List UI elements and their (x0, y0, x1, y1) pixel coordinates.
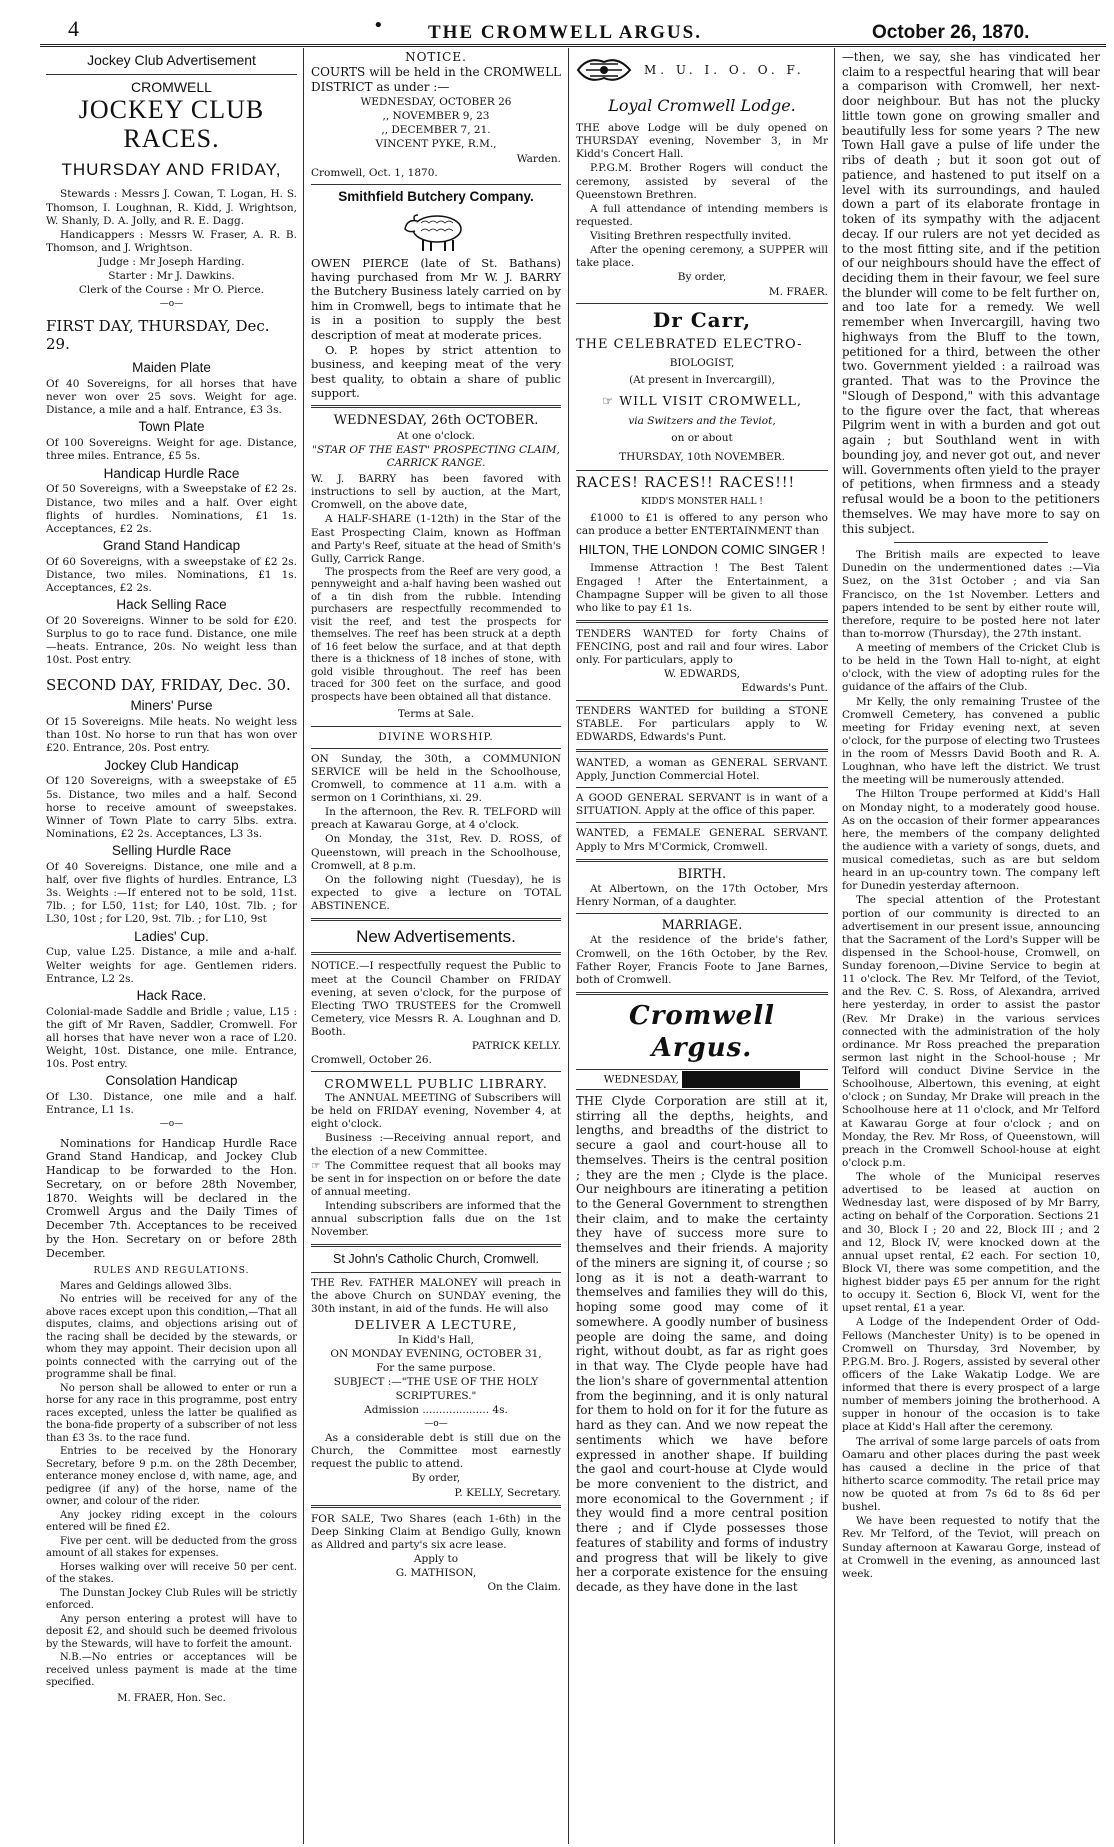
birth-title: BIRTH. (677, 866, 727, 882)
race-title: Ladies' Cup. (134, 928, 209, 944)
carr-line: THURSDAY, 10th NOVEMBER. (619, 451, 785, 463)
tender-signature: W. EDWARDS, (663, 668, 741, 681)
patrick-signature: PATRICK KELLY. (471, 1040, 561, 1053)
butchery-title: Smithfield Butchery Company. (338, 188, 534, 204)
news-paragraph: The special attention of the Protestant portion of our community is directed to an advertisement in our present issue, announcing that the Sacrament of the Lord's Supper will be dispensed in the School-house, Cromwell, on Sunday forenoon,—Divine Service to begin at 11 o'clock. The Rev. Mr Telford, of the Teviot, and the Rev. C. S. Ross, of Alexandra, arrived here yesterday, in order to assist the pastor (Rev. Mr Drake) in the various services connected with the administration of the holy ordinance. Mr Ross preached the preparation sermon last night in the School-house ; Mr Telford will conduct Divine Service in the Schoolhouse, Albertown, this evening, at eight o'clock ; on Sunday, Mr Drake will preach in the Schoolhouse here at 11 o'clock, and Mr Telford at Kawarau Gorge at four o'clock ; and on Monday, the Rev. Mr Ross, of Queenstown, will preach in the Cromwell School-house at eight o'clock p.m. (842, 894, 1100, 1169)
hand-pointer-icon: ☞ (602, 393, 620, 409)
birth-text: At Albertown, on the 17th October, Mrs Henry Norman, of a daughter. (576, 882, 828, 908)
warden-title: Warden. (516, 152, 561, 165)
newspaper-title: THE CROMWELL ARGUS. (428, 22, 702, 43)
auction-text: W. J. BARRY has been favored with instructions to sell by auction, at the Mart, Cromwell, on the above date, (311, 473, 561, 512)
lecture-heading: DELIVER A LECTURE, (354, 1317, 518, 1333)
auction-claim: "STAR OF THE EAST" PROSPECTING CLAIM, CARRICK RANGE. (312, 443, 560, 469)
races-text: £1000 to £1 is offered to any person who can produce a better ENTERTAINMENT than (576, 511, 828, 537)
news-paragraph: A meeting of members of the Cricket Club is to be held in the Town Hall to-night, at eight o'clock, with the view of adopting rules for the guidance of the affairs of the Club. (842, 642, 1100, 694)
paper-day: WEDNESDAY, (603, 1073, 680, 1086)
rule-text: Entries to be received by the Honorary Secretary, before 9 p.m. on the 28th December, enterance money enclose d, with name, age, and pedigree (if any) of the horse, name of the owner, and colour of the rider. (46, 1446, 297, 1508)
worship-text: ON Sunday, the 30th, a COMMUNION SERVICE will be held in the Schoolhouse, Cromwell, to commence at 11 a.m. with a sermon on 1 Corinthians, xi. 29. (311, 752, 561, 804)
rule-text: No person shall be allowed to enter or run a horse for any race in this programme, post entry races excepted, unless the latter be qualified as the bona-fide property of a subscriber of not less than £3 3s. to the race fund. (46, 1382, 297, 1444)
church-title: St John's Catholic Church, Cromwell. (333, 1252, 539, 1267)
column-divider (834, 48, 835, 1844)
by-order: By order, (411, 1472, 461, 1485)
race-title: Maiden Plate (132, 360, 211, 376)
mathison: G. MATHISON, (395, 1567, 477, 1580)
carr-line: (At present in Invercargill), (629, 374, 775, 386)
court-date: WEDNESDAY, OCTOBER 26 (360, 96, 512, 108)
race-headline: JOCKEY CLUB RACES. (78, 95, 265, 153)
column-divider (568, 48, 569, 1844)
wanted-text: A GOOD GENERAL SERVANT is in want of a SITUATION. Apply at the office of this paper. (576, 792, 828, 818)
marriage-text: At the residence of the bride's father, Cromwell, on the 16th October, by the Rev. Father Royer, Francis Foote to Jane Barnes, both of Cromwell. (576, 934, 828, 986)
new-advertisements-title: New Advertisements. (356, 927, 516, 947)
library-text: Business :—Receiving annual report, and the election of a new Committee. (311, 1132, 561, 1158)
column-divider (303, 48, 304, 1844)
race-title: Handicap Hurdle Race (103, 465, 240, 481)
second-day-heading: SECOND DAY, FRIDAY, Dec. 30. (46, 675, 291, 694)
rule-text: The Dunstan Jockey Club Rules will be strictly enforced. (46, 1587, 297, 1612)
race-title: Grand Stand Handicap (102, 537, 241, 553)
lecture-date: ON MONDAY EVENING, OCTOBER 31, (330, 1348, 542, 1361)
worship-text: In the afternoon, the Rev. R. TELFORD will preach at Kawarau Gorge, at 4 o'clock. (311, 806, 561, 832)
carr-title: Dr Carr, (652, 307, 752, 332)
tender-place: Edwards's Punt. (741, 682, 828, 695)
rule-text: Mares and Geldings allowed 3lbs. (60, 1280, 232, 1292)
handicappers-text: Handicappers : Messrs W. Fraser, A. R. B. Thomson, and J. Wrightson. (46, 228, 297, 254)
hon-sec-signature: M. FRAER, Hon. Sec. (117, 1692, 226, 1704)
lodge-text: Visiting Brethren respectfully invited. (590, 230, 792, 242)
masthead-dot: • (373, 15, 384, 36)
library-text (311, 1160, 561, 1199)
race-text: Of 15 Sovereigns. Mile heats. No weight less than 10st. No horse to run that has won over £20. Entrance, 20s. Post entry. (46, 716, 297, 755)
sheep-icon (401, 209, 471, 253)
first-day-heading: FIRST DAY, THURSDAY, Dec. 29. (46, 316, 270, 354)
news-paragraph: The British mails are expected to leave Dunedin on the undermentioned dates :—Via Suez, on the 31st October ; and via San Francisco, on the 1st November. Letters and papers intended to be sent by either route will, therefore, require to be posted here not later than to-morrow (Thursday), the 27th instant. (842, 549, 1100, 640)
lecture-subject: SUBJECT :—"THE USE OF THE HOLY SCRIPTURES." (333, 1376, 539, 1402)
carr-line: BIOLOGIST, (669, 356, 735, 369)
patrick-date: Cromwell, October 26. (311, 1054, 432, 1067)
news-paragraph: A Lodge of the Independent Order of Odd-Fellows (Manchester Unity) is to be opened in Cromwell on Thursday, 3rd November, by P.P.G.M. Bro. J. Rogers, assisted by several other officers of the Lake Wakatip Lodge. We are informed that there is every prospect of a large number of members joining the brotherhood. A supper in honour of the occasion is to take place at Kidd's Hall after the ceremony. (842, 1316, 1100, 1434)
butchery-text: O. P. hopes by strict attention to business, and keeping meat of the very best quality, to obtain a share of public support. (311, 342, 561, 400)
race-text: Cup, value L25. Distance, a mile and a-half. Welter weights for age. Gentlemen riders. Entrance, L2 2s. (46, 946, 297, 985)
rule-text: N.B.—No entries or acceptances will be received unless payment is made at the time specified. (46, 1652, 297, 1689)
carr-line: via Switzers and the Teviot, (628, 414, 776, 427)
worship-title: DIVINE WORSHIP. (378, 730, 494, 743)
race-title: Jockey Club Handicap (104, 757, 239, 773)
carr-line: on or about (671, 431, 733, 444)
court-date: ,, NOVEMBER 9, 23 (382, 110, 490, 123)
page-number: 4 (68, 16, 79, 41)
race-title: Selling Hurdle Race (111, 843, 232, 859)
lecture-place: In Kidd's Hall, (398, 1334, 474, 1346)
tender-text: TENDERS WANTED for building a STONE STABLE. For particulars apply to W. EDWARDS, Edwards's Punt. (576, 704, 828, 743)
paper-dateline (576, 1069, 828, 1090)
issue-date: October 26, 1870. (872, 22, 1030, 43)
auction-time: At one o'clock. (397, 429, 475, 442)
on-claim: On the Claim. (487, 1581, 561, 1594)
worship-text: On Monday, the 31st, Rev. D. ROSS, of Queenstown, will preach in the Schoolhouse, Cromwell, at 8 p.m. (311, 833, 561, 872)
wanted-text: WANTED, a FEMALE GENERAL SERVANT. Apply to Mrs M'Cormick, Cromwell. (576, 827, 828, 853)
court-date: ,, DECEMBER 7, 21. (381, 124, 491, 137)
column-1 (40, 48, 303, 1844)
sale-text: FOR SALE, Two Shares (each 1-6th) in the Deep Sinking Claim at Bendigo Gully, known as Alldred and party's six acre lease. (311, 1512, 561, 1551)
race-text: Of 60 Sovereigns, with a sweepstake of £2 2s. Distance, two miles. Nominations, £1 1s. Acceptances, £2 2s. (46, 555, 297, 595)
auction-date: WEDNESDAY, 26th OCTOBER. (333, 413, 539, 429)
lodge-text: After the opening ceremony, a SUPPER will take place. (576, 244, 828, 270)
lodge-signature: M. FRAER. (768, 285, 828, 298)
race-days: THURSDAY AND FRIDAY, (61, 160, 282, 180)
lodge-by-order: By order, (677, 271, 727, 284)
notice-title: NOTICE. (405, 50, 467, 64)
races-text: Immense Attraction ! The Best Talent Engaged ! After the Entertainment, a Champagne Supper will be given to all those who like to pay £1 1s. (576, 562, 828, 614)
carr-line: THE CELEBRATED ELECTRO- (576, 336, 803, 352)
tender-text: TENDERS WANTED for forty Chains of FENCING, post and rail and four wires. Labor only. For particulars, apply to (576, 627, 828, 667)
rule-text: Any jockey riding except in the colours entered will be fined £2. (46, 1509, 297, 1534)
race-place: CROMWELL (131, 78, 212, 95)
editorial-continued: —then, we say, she has vindicated her claim to a respectful hearing that will bear a comparison with Cromwell, her next-door neighbour. But has not the plucky little town gone on growing smaller and beautifully less for some years ? The new Town Hall gave a pulse of life under the ribs of death ; but it soon got out of patience, and hastened to put itself on a level with its surroundings, and hauled down a part of its elaborate frontage in token of its sympathy with the adjacent decay. If our rulers are not yet decided as to the most fitting site, and if the petition of our neighbours should have the effect of deciding them in their favour, we feel sure the blunder will come to be felt further on, and too late for a remedy. We well remember when Invercargill, having two highways from the Bluff to the town, petitioned for a third, between the other two. Government yielded : a railroad was granted. That was to the Province the "Slough of Despond," with this advantage to the figure over the fact, that whereas Pilgrim went in with a burden and got out again ; but Southland went in with bounding joy, and never got out, and never will. Governments often yield to the prayer of petitions, when firmness and a steady refusal would be a boon to the petitioners themselves. We may have more to say on this subject. (842, 50, 1100, 536)
news-paragraph: We have been requested to notify that the Rev. Mr Telford, of the Teviot, will preach on Sunday afternoon at Kawarau Gorge, instead of at Cromwell in the evening, as announced last week. (842, 1515, 1100, 1580)
race-text: Of 120 Sovereigns, with a sweepstake of £5 5s. Distance, two miles and a half. Second horse to receive amount of sweepstakes. Winner of Town Plate to carry 5lbs. extra. Nominations, £2 2s. Acceptances, L3 3s. (46, 775, 297, 840)
lodge-text: A full attendance of intending members is requested. (576, 202, 828, 228)
race-text: Of 20 Sovereigns. Winner to be sold for £20. Surplus to go to race fund. Distance, one mile—heats. Entrance, 20s. No weight less than 10st. Post entry. (46, 615, 297, 667)
clerk-text: Clerk of the Course : Mr O. Pierce. (78, 284, 265, 297)
debt-text: As a considerable debt is still due on the Church, the Committee most earnestly request the public to attend. (311, 1432, 561, 1471)
race-title: Hack Race. (136, 987, 207, 1003)
warden-name: VINCENT PYKE, R.M., (375, 138, 497, 151)
library-text-inline: The Committee request that all books may be sent in for inspection on or before the date of annual meeting. (311, 1159, 561, 1198)
apply-to: Apply to (413, 1553, 459, 1565)
news-paragraph: The Hilton Troupe performed at Kidd's Hall on Monday night, to a moderately good house. As on the occasion of their former appearances here, the members of the company delighted the audience with a variety of songs, duets, and musical comedietas, such as are but seldom heard in an up-country town. The company left for Dunedin yesterday afternoon. (842, 788, 1100, 893)
race-text: Colonial-made Saddle and Bridle ; value, L15 : the gift of Mr Raven, Saddler, Cromwell. For all horses that have never won a race of L20. Weight, 10st. Distance, one mile. Entrance, 10s. Post entry. (46, 1005, 297, 1071)
oddfellows-header: M. U. I. O. O. F. (644, 62, 805, 77)
hilton-line: HILTON, THE LONDON COMIC SINGER ! (578, 542, 826, 558)
lecture-purpose: For the same purpose. (376, 1362, 496, 1375)
library-title: CROMWELL PUBLIC LIBRARY. (324, 1076, 548, 1092)
column-3 (570, 48, 834, 1844)
race-title: Miners' Purse (130, 698, 213, 714)
carr-line: WILL VISIT CROMWELL, (619, 393, 802, 409)
rule-text: Five per cent. will be deducted from the gross amount of all stakes for expenses. (46, 1535, 297, 1560)
news-paragraph: The arrival of some large parcels of oats from Oamaru and other places during the past week has caused a decline in the price of that hitherto scarce commodity. The retail price may now be quoted at from 7s 6d to 8s 6d per bushel. (842, 1435, 1100, 1514)
race-text: Of 100 Sovereigns. Weight for age. Distance, three miles. Entrance, £5 5s. (46, 437, 297, 463)
editorial-text: THE Clyde Corporation are still at it, stirring all the depths, heights, and lengths, and breadths of the district to secure a gaol and court-house all to themselves. Theirs is the central position ; they are the men ; Clyde is the place. Our neighbours are itinerating a petition to the General Government to strengthen their claim, and to make the certainty they have of success more sure to themselves and their friends. A majority of the miners are signing it, of course ; so long as it is not a death-warrant to themselves and families they will do this, hoping some good may come of it somewhere. A goodly number of business people are doing the same, and doing right, without doubt, as far as right goes in that way. The Clyde people have had the lion's share of governmental attention from the beginning, and it is only natural for them to hold on for it for the future as hard as they can. And we now repeat the sentiments which we have before expressed in another shape. If building the gaol and court-house at Clyde would be more convenient to the district, and more economical to the Government ; if they would find a more central position there ; and if Clyde possesses those features of stability and forms of industry and progress that will be likely to give her a corporate existence for the ensuing decade, as they have done in the last (576, 1093, 828, 1595)
rule-text: Horses walking over will receive 50 per cent. of the stakes. (46, 1561, 297, 1586)
marriage-title: MARRIAGE. (661, 918, 743, 934)
lodge-text: THE above Lodge will be duly opened on THURSDAY evening, November 3, in Mr Kidd's Concert Hall. (576, 122, 828, 161)
rules-title: RULES AND REGULATIONS. (93, 1266, 250, 1277)
divider: —o— (159, 1119, 184, 1130)
column-2: NOTICE. COURTS will be held in the CROMWELL DISTRICT as under :— WEDNESDAY, OCTOBER 26 ,, NOVEMBER 9, 23 ,, DECEMBER 7, 21. VINCENT PYKE, R.M., Warden. Cromwell, Oct. 1, 1870. Smithfield Butchery Company. OWEN PIERCE (late of St. Bathans) having purchased from Mr W. J. BARRY the Butchery Business lately carried on by him in Cromwell, begs to intimate that he is in a position to supply the best description of meat at moderate prices. O. P. hopes by strict attention to business, and keeping meat of the very best quality, to obtain a share of public support. WEDNESDAY, 26th OCTOBER. At one o'clock. "STAR OF THE EAST" PROSPECTING CLAIM, CARRICK RANGE. W. J. BARRY has been favored with instructions to sell by auction, at the Mart, Cromwell, on the above date, A HALF-SHARE (1-12th) in the Star of the East Prospecting Claim, known as Hoffman and Party's Reef, situate at the head of Smith's Gully, Carrick Range. The prospects from the Reef are very good, a pennyweight and a-half having been washed out of a tin dish from the rubble. Intending purchasers are respectfully recommended to visit the reef, and test the prospects for themselves. The reef has been struck at a depth of 16 feet below the surface, and at that depth there is a thickness of 18 inches of stone, with gold visible throughout. The reef has been traced for 300 feet on the surface, and good prospects have been obtained all that distance. Terms at Sale. DIVINE WORSHIP. ON Sunday, the 30th, a COMMUNION SERVICE will be held in the Schoolhouse, Cromwell, to commence at 11 a.m. with a sermon on 1 Corinthians, xi. 29. In the afternoon, the Rev. R. TELFORD will preach at Kawarau Gorge, at 4 o'clock. On Monday, the 31st, Rev. D. ROSS, of Queenstown, will preach in the Schoolhouse, Cromwell, at 8 p.m. On the following night (Tuesday), he is expected to give a lecture on TOTAL ABSTINENCE. New Advertisements. NOTICE.—I respectfully request the Public to meet at the Council Chamber on FRIDAY evening, at seven o'clock, for the purpose of Electing TWO TRUSTEES for the Cromwell Cemetery, vice Messrs R. A. Loughnan and D. Booth. PATRICK KELLY. Cromwell, October 26. CROMWELL PUBLIC LIBRARY. The ANNUAL MEETING of Subscribers will be held on FRIDAY evening, November 4, at eight o'clock. Business :—Receiving annual report, and the election of a new Committee. ☞ The Committee request that all books may be sent in for inspection on or before the date of annual meeting. Intending subscribers are informed that the annual subscription falls due on the 1st November. St John's Catholic Church, Cromwell. THE Rev. FATHER MALONEY will preach in the above Church on SUNDAY evening, the 30th instant, in aid of the funds. He will also DELIVER A LECTURE, In Kidd's Hall, ON MONDAY EVENING, OCTOBER 31, For the same purpose. SUBJECT :—"THE USE OF THE HOLY SCRIPTURES." Admission .................... 4s. —o— As a considerable debt is still due on the Church, the Committee most earnestly request the public to attend. By order, P. KELLY, Secretary. FOR SALE, Two Shares (each 1-6th) in the Deep Sinking Claim at Bendigo Gully, known as Alldred and party's six acre lease. Apply to G. MATHISON, On the Claim. (311, 50, 561, 1594)
stewards-text: Stewards : Messrs J. Cowan, T. Logan, H. S. Thomson, I. Loughnan, R. Kidd, J. Wrightson, W. Shanly, D. A. Jolly, and R. E. Dagg. (46, 188, 297, 227)
race-text: Of 40 Sovereigns. Distance, one mile and a half, over five flights of hurdles. Entrance, L3 3s. Weights :—If entered not to be sold, 11st. 7lb. ; for L50, 11st; for L40, 10st. 7lb. ; for L30, 10st ; for L20, 9st. 7lb. ; for L10, 9st (46, 860, 297, 926)
library-text: Intending subscribers are informed that the annual subscription falls due on the 1st November. (311, 1200, 561, 1239)
news-paragraph: The whole of the Municipal reserves advertised to be leased at auction on Wednesday last, were disposed of by Mr Barry, acting on behalf of the Corporation. Sections 21 and 30, Block I ; 20 and 22, Block III ; and 2 and 12, Block IV, were knocked down at the annual upset rental, £2 each. For section 10, Block VI, there was some competition, and the highest bidder pays £5 per annum for the right to occupy it. Section 6, Block VI, went for the upset rental, £1 a year. (842, 1171, 1100, 1315)
race-text: Of L30. Distance, one mile and a half. Entrance, L1 1s. (46, 1091, 297, 1117)
auction-half-share: A HALF-SHARE (1-12th) in the Star of the East Prospecting Claim, known as Hoffman and Party's Reef, situate at the head of Smith's Gully, Carrick Range. (311, 513, 561, 565)
race-title: Consolation Handicap (105, 1073, 238, 1089)
butchery-text: OWEN PIERCE (late of St. Bathans) having purchased from Mr W. J. BARRY the Butchery Business lately carried on by him in Cromwell, begs to intimate that he is in a position to supply the best description of meat at moderate prices. (311, 255, 561, 342)
patrick-notice: NOTICE.—I respectfully request the Public to meet at the Council Chamber on FRIDAY evening, at seven o'clock, for the purpose of Electing TWO TRUSTEES for the Cromwell Cemetery, vice Messrs R. A. Loughnan and D. Booth. (311, 960, 561, 1038)
judge-text: Judge : Mr Joseph Harding. (98, 256, 245, 269)
auction-terms: Terms at Sale. (397, 708, 475, 721)
lodge-title: Loyal Cromwell Lodge. (608, 96, 796, 115)
news-paragraph: Mr Kelly, the only remaining Trustee of the Cromwell Cemetery, has convened a public meeting for Friday evening next, at seven o'clock, for the purpose of electing two Trustees in the room of Messrs David Booth and R. A. Loughnan, who have left the district. We trust the meeting will be numerously attended. (842, 695, 1100, 787)
rule-text: Any person entering a protest will have to deposit £2, and should such be deemed frivolous by the Stewards, will have to forfeit the amount. (46, 1613, 297, 1650)
nominations-text: Nominations for Handicap Hurdle Race Grand Stand Handicap, and Jockey Club Handicap to be forwarded to the Hon. Secretary, on or before 28th November, 1870. Weights will be declared in the Cromwell Argus and the Daily Times of December 7th. Acceptances to be received by the Hon. Secretary on or before 28th December. (46, 1136, 297, 1260)
church-text: THE Rev. FATHER MALONEY will preach in the above Church on SUNDAY evening, the 30th instant, in aid of the funds. He will also (311, 1277, 561, 1316)
races-venue: KIDD'S MONSTER HALL ! (641, 496, 763, 507)
masthead (0, 0, 1114, 46)
library-text: The ANNUAL MEETING of Subscribers will be held on FRIDAY evening, November 4, at eight o'clock. (311, 1092, 561, 1131)
race-title: Hack Selling Race (116, 597, 227, 613)
race-title: Town Plate (138, 419, 205, 435)
column-4 (836, 48, 1106, 1844)
lodge-text: P.P.G.M. Brother Rogers will conduct the ceremony, assisted by several of the Queenstown Brethren. (576, 162, 828, 201)
hand-pointer-icon: ☞ (311, 1159, 326, 1172)
masthead-rule (40, 44, 1106, 47)
jockey-section-title: Jockey Club Advertisement (87, 52, 256, 68)
paper-title: Cromwell Argus. (629, 1000, 775, 1064)
wanted-text: WANTED, a woman as GENERAL SERVANT. Apply, Junction Commercial Hotel. (576, 756, 828, 782)
courts-text: COURTS will be held in the CROMWELL DISTRICT as under :— (311, 65, 561, 94)
admission: Admission .................... 4s. (364, 1403, 508, 1416)
redaction-bar (682, 1071, 800, 1088)
starter-text: Starter : Mr J. Dawkins. (108, 270, 235, 283)
divider: —o— (159, 299, 184, 310)
race-text: Of 50 Sovereigns, with a Sweepstake of £2 2s. Distance, two miles and a half. Over eight flights of hurdles. Nominations, £1 1s. Acceptances, £2 2s. (46, 483, 297, 535)
kelly-signature: P. KELLY, Secretary. (454, 1486, 561, 1499)
courts-dateline: Cromwell, Oct. 1, 1870. (311, 166, 438, 179)
race-text: Of 40 Sovereigns, for all horses that have never won over 25 sovs. Weight for age. Distance, a mile and a half. Entrance, £3 3s. (46, 378, 297, 417)
races-title: RACES! RACES!! RACES!!! (576, 475, 796, 492)
auction-prospects: The prospects from the Reef are very good, a pennyweight and a-half having been washed out of a tin dish from the rubble. Intending purchasers are respectfully recommended to visit the reef, and test the prospects for themselves. The reef has been struck at a depth of 16 feet below the surface, and at that depth there is a thickness of 18 inches of stone, with gold visible throughout. The reef has been traced for 300 feet on the surface, and good prospects have been obtained all that distance. (311, 566, 561, 703)
rule-text: No entries will be received for any of the above races except upon this condition,—That all disputes, claims, and objections arising out of the racing shall be decided by the stewards, or whom they may appoint. Their decision upon all points connected with the carrying out of the programme shall be final. (46, 1294, 297, 1381)
worship-text: On the following night (Tuesday), he is expected to give a lecture on TOTAL ABSTINENCE. (311, 873, 561, 912)
oddfellows-emblem-icon (576, 52, 632, 88)
